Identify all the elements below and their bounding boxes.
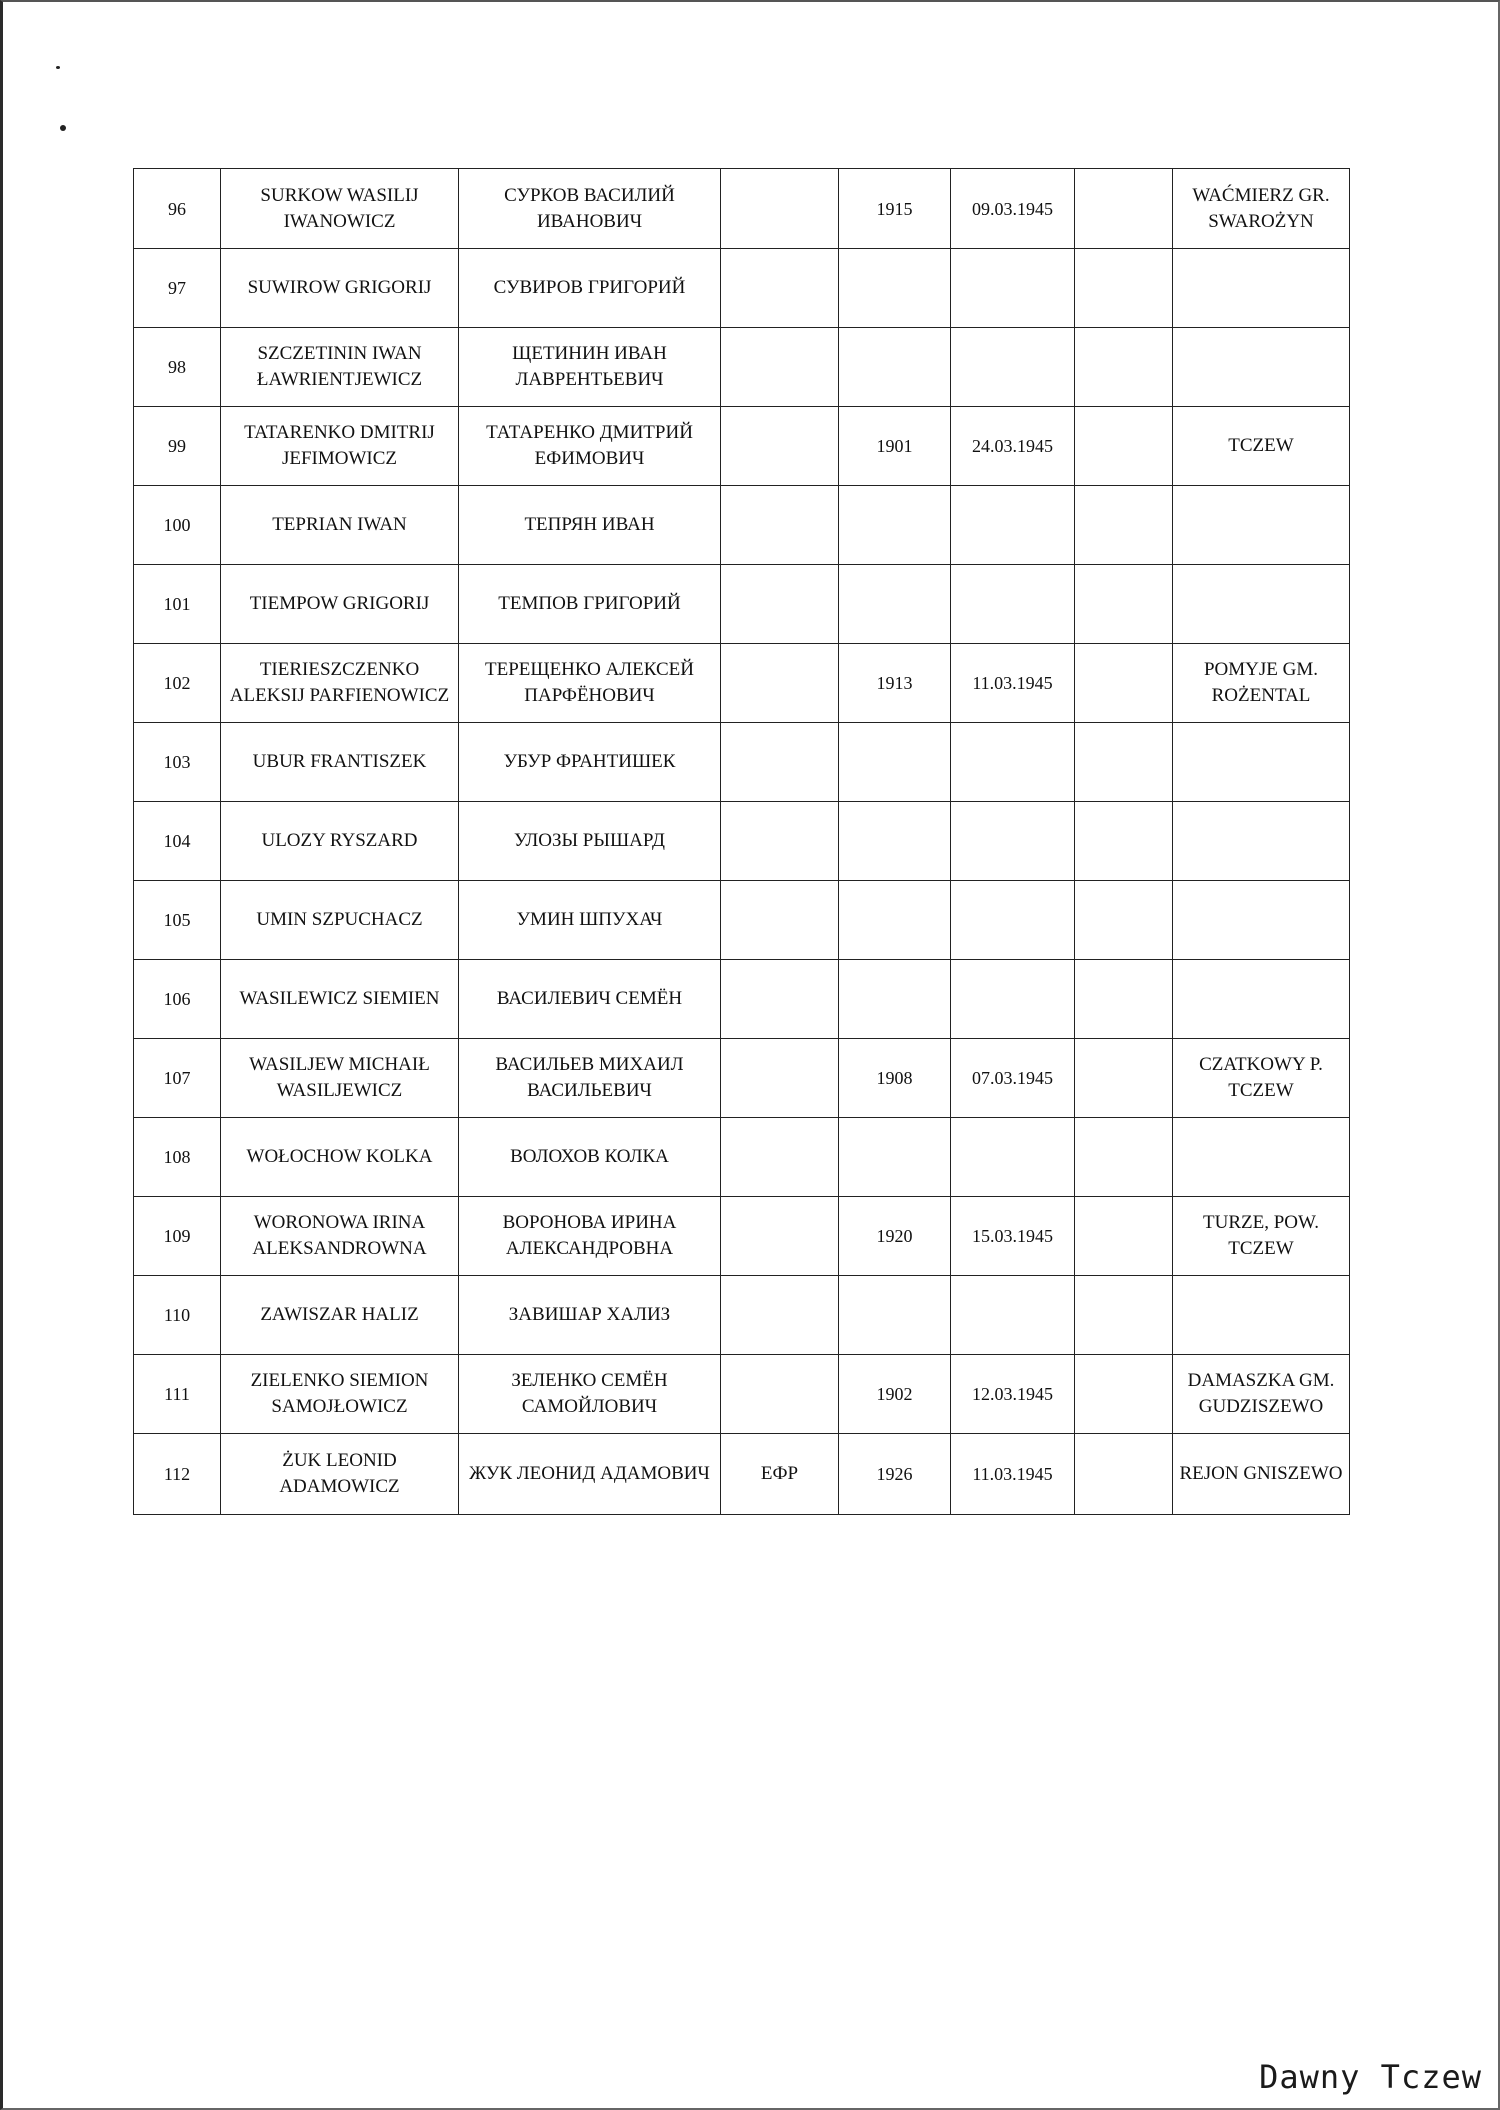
name-latin: SZCZETININ IWAN ŁAWRIENTJEWICZ bbox=[221, 328, 459, 407]
name-cyrillic: ЗЕЛЕНКО СЕМЁН САМОЙЛОВИЧ bbox=[459, 1355, 721, 1434]
empty-cell bbox=[1075, 644, 1173, 723]
empty-cell bbox=[1075, 1434, 1173, 1515]
record-number: 103 bbox=[134, 723, 221, 802]
birth-year: 1908 bbox=[839, 1039, 951, 1118]
record-number: 106 bbox=[134, 960, 221, 1039]
burial-register-table bbox=[133, 168, 1350, 1515]
place-of-death: WAĆMIERZ GR. SWAROŻYN bbox=[1173, 169, 1350, 249]
place-of-death: TCZEW bbox=[1173, 407, 1350, 486]
name-latin: ŻUK LEONID ADAMOWICZ bbox=[221, 1434, 459, 1515]
death-date bbox=[951, 486, 1075, 565]
table-row bbox=[134, 565, 1350, 644]
death-date: 11.03.1945 bbox=[951, 1434, 1075, 1515]
name-latin: TIERIESZCZENKO ALEKSIJ PARFIENOWICZ bbox=[221, 644, 459, 723]
place-of-death bbox=[1173, 960, 1350, 1039]
rank bbox=[721, 881, 839, 960]
record-number: 108 bbox=[134, 1118, 221, 1197]
name-cyrillic: ВАСИЛЕВИЧ СЕМЁН bbox=[459, 960, 721, 1039]
empty-cell bbox=[1075, 1197, 1173, 1276]
birth-year bbox=[839, 881, 951, 960]
table-row bbox=[134, 249, 1350, 328]
name-cyrillic: ТЕРЕЩЕНКО АЛЕКСЕЙ ПАРФЁНОВИЧ bbox=[459, 644, 721, 723]
name-latin: WASILEWICZ SIEMIEN bbox=[221, 960, 459, 1039]
death-date: 24.03.1945 bbox=[951, 407, 1075, 486]
birth-year bbox=[839, 249, 951, 328]
name-latin: SURKOW WASILIJ IWANOWICZ bbox=[221, 169, 459, 249]
place-of-death bbox=[1173, 802, 1350, 881]
table-row bbox=[134, 1355, 1350, 1434]
scan-speck bbox=[56, 66, 60, 69]
empty-cell bbox=[1075, 565, 1173, 644]
place-of-death bbox=[1173, 723, 1350, 802]
name-latin: ZAWISZAR HALIZ bbox=[221, 1276, 459, 1355]
record-number: 101 bbox=[134, 565, 221, 644]
empty-cell bbox=[1075, 960, 1173, 1039]
name-latin: WOŁOCHOW KOLKA bbox=[221, 1118, 459, 1197]
place-of-death: POMYJE GM. ROŻENTAL bbox=[1173, 644, 1350, 723]
record-number: 107 bbox=[134, 1039, 221, 1118]
rank bbox=[721, 960, 839, 1039]
name-latin: TEPRIAN IWAN bbox=[221, 486, 459, 565]
death-date bbox=[951, 249, 1075, 328]
name-cyrillic: ВОРОНОВА ИРИНА АЛЕКСАНДРОВНА bbox=[459, 1197, 721, 1276]
record-number: 110 bbox=[134, 1276, 221, 1355]
death-date bbox=[951, 723, 1075, 802]
table-row bbox=[134, 802, 1350, 881]
empty-cell bbox=[1075, 881, 1173, 960]
name-latin: TIEMPOW GRIGORIJ bbox=[221, 565, 459, 644]
table-row bbox=[134, 407, 1350, 486]
birth-year: 1920 bbox=[839, 1197, 951, 1276]
birth-year: 1902 bbox=[839, 1355, 951, 1434]
birth-year bbox=[839, 723, 951, 802]
name-latin: UMIN SZPUCHACZ bbox=[221, 881, 459, 960]
place-of-death bbox=[1173, 249, 1350, 328]
rank bbox=[721, 249, 839, 328]
birth-year: 1901 bbox=[839, 407, 951, 486]
place-of-death bbox=[1173, 565, 1350, 644]
rank bbox=[721, 644, 839, 723]
rank bbox=[721, 1276, 839, 1355]
place-of-death bbox=[1173, 328, 1350, 407]
birth-year bbox=[839, 486, 951, 565]
rank bbox=[721, 328, 839, 407]
death-date bbox=[951, 565, 1075, 644]
table-row bbox=[134, 723, 1350, 802]
name-latin: ULOZY RYSZARD bbox=[221, 802, 459, 881]
name-cyrillic: ТЕМПОВ ГРИГОРИЙ bbox=[459, 565, 721, 644]
rank bbox=[721, 407, 839, 486]
empty-cell bbox=[1075, 407, 1173, 486]
place-of-death bbox=[1173, 1118, 1350, 1197]
table-row bbox=[134, 1197, 1350, 1276]
death-date bbox=[951, 960, 1075, 1039]
record-number: 98 bbox=[134, 328, 221, 407]
empty-cell bbox=[1075, 1355, 1173, 1434]
record-number: 102 bbox=[134, 644, 221, 723]
rank bbox=[721, 486, 839, 565]
table-row bbox=[134, 1276, 1350, 1355]
table-row bbox=[134, 960, 1350, 1039]
name-cyrillic: УБУР ФРАНТИШЕК bbox=[459, 723, 721, 802]
rank bbox=[721, 723, 839, 802]
death-date: 11.03.1945 bbox=[951, 644, 1075, 723]
place-of-death: CZATKOWY P. TCZEW bbox=[1173, 1039, 1350, 1118]
death-date: 09.03.1945 bbox=[951, 169, 1075, 249]
death-date bbox=[951, 328, 1075, 407]
rank bbox=[721, 169, 839, 249]
name-latin: WORONOWA IRINA ALEKSANDROWNA bbox=[221, 1197, 459, 1276]
birth-year: 1926 bbox=[839, 1434, 951, 1515]
empty-cell bbox=[1075, 723, 1173, 802]
name-latin: SUWIROW GRIGORIJ bbox=[221, 249, 459, 328]
birth-year bbox=[839, 328, 951, 407]
birth-year bbox=[839, 565, 951, 644]
record-number: 96 bbox=[134, 169, 221, 249]
name-cyrillic: СУВИРОВ ГРИГОРИЙ bbox=[459, 249, 721, 328]
name-latin: WASILJEW MICHAIŁ WASILJEWICZ bbox=[221, 1039, 459, 1118]
rank bbox=[721, 1118, 839, 1197]
watermark: Dawny Tczew bbox=[1259, 2058, 1482, 2096]
name-cyrillic: ЩЕТИНИН ИВАН ЛАВРЕНТЬЕВИЧ bbox=[459, 328, 721, 407]
record-number: 112 bbox=[134, 1434, 221, 1515]
empty-cell bbox=[1075, 328, 1173, 407]
table-row bbox=[134, 1434, 1350, 1515]
rank bbox=[721, 1355, 839, 1434]
name-cyrillic: УМИН ШПУХАЧ bbox=[459, 881, 721, 960]
table-row bbox=[134, 881, 1350, 960]
death-date: 15.03.1945 bbox=[951, 1197, 1075, 1276]
name-cyrillic: ВАСИЛЬЕВ МИХАИЛ ВАСИЛЬЕВИЧ bbox=[459, 1039, 721, 1118]
record-number: 111 bbox=[134, 1355, 221, 1434]
name-latin: TATARENKO DMITRIJ JEFIMOWICZ bbox=[221, 407, 459, 486]
name-cyrillic: ЖУК ЛЕОНИД АДАМОВИЧ bbox=[459, 1434, 721, 1515]
birth-year bbox=[839, 1276, 951, 1355]
table-row bbox=[134, 169, 1350, 249]
name-latin: UBUR FRANTISZEK bbox=[221, 723, 459, 802]
birth-year bbox=[839, 1118, 951, 1197]
table-row bbox=[134, 1039, 1350, 1118]
record-number: 105 bbox=[134, 881, 221, 960]
record-number: 109 bbox=[134, 1197, 221, 1276]
name-cyrillic: ТЕПРЯН ИВАН bbox=[459, 486, 721, 565]
empty-cell bbox=[1075, 249, 1173, 328]
rank bbox=[721, 1039, 839, 1118]
place-of-death bbox=[1173, 1276, 1350, 1355]
empty-cell bbox=[1075, 169, 1173, 249]
place-of-death: TURZE, POW. TCZEW bbox=[1173, 1197, 1350, 1276]
table-row bbox=[134, 644, 1350, 723]
death-date: 07.03.1945 bbox=[951, 1039, 1075, 1118]
rank bbox=[721, 1197, 839, 1276]
name-cyrillic: ВОЛОХОВ КОЛКА bbox=[459, 1118, 721, 1197]
scan-speck bbox=[60, 125, 66, 131]
empty-cell bbox=[1075, 1039, 1173, 1118]
place-of-death: REJON GNISZEWO bbox=[1173, 1434, 1350, 1515]
rank bbox=[721, 565, 839, 644]
place-of-death bbox=[1173, 881, 1350, 960]
birth-year: 1915 bbox=[839, 169, 951, 249]
name-latin: ZIELENKO SIEMION SAMOJŁOWICZ bbox=[221, 1355, 459, 1434]
empty-cell bbox=[1075, 802, 1173, 881]
empty-cell bbox=[1075, 1276, 1173, 1355]
death-date bbox=[951, 1276, 1075, 1355]
birth-year: 1913 bbox=[839, 644, 951, 723]
empty-cell bbox=[1075, 486, 1173, 565]
death-date bbox=[951, 881, 1075, 960]
record-number: 97 bbox=[134, 249, 221, 328]
place-of-death: DAMASZKA GM. GUDZISZEWO bbox=[1173, 1355, 1350, 1434]
table-row bbox=[134, 486, 1350, 565]
empty-cell bbox=[1075, 1118, 1173, 1197]
birth-year bbox=[839, 960, 951, 1039]
table-row bbox=[134, 328, 1350, 407]
rank bbox=[721, 802, 839, 881]
death-date: 12.03.1945 bbox=[951, 1355, 1075, 1434]
name-cyrillic: СУРКОВ ВАСИЛИЙ ИВАНОВИЧ bbox=[459, 169, 721, 249]
record-number: 100 bbox=[134, 486, 221, 565]
place-of-death bbox=[1173, 486, 1350, 565]
birth-year bbox=[839, 802, 951, 881]
name-cyrillic: ТАТАРЕНКО ДМИТРИЙ ЕФИМОВИЧ bbox=[459, 407, 721, 486]
table-row bbox=[134, 1118, 1350, 1197]
record-number: 104 bbox=[134, 802, 221, 881]
death-date bbox=[951, 802, 1075, 881]
name-cyrillic: УЛОЗЫ РЫШАРД bbox=[459, 802, 721, 881]
death-date bbox=[951, 1118, 1075, 1197]
register-body bbox=[134, 169, 1350, 1515]
record-number: 99 bbox=[134, 407, 221, 486]
rank: ЕФР bbox=[721, 1434, 839, 1515]
name-cyrillic: ЗАВИШАР ХАЛИЗ bbox=[459, 1276, 721, 1355]
